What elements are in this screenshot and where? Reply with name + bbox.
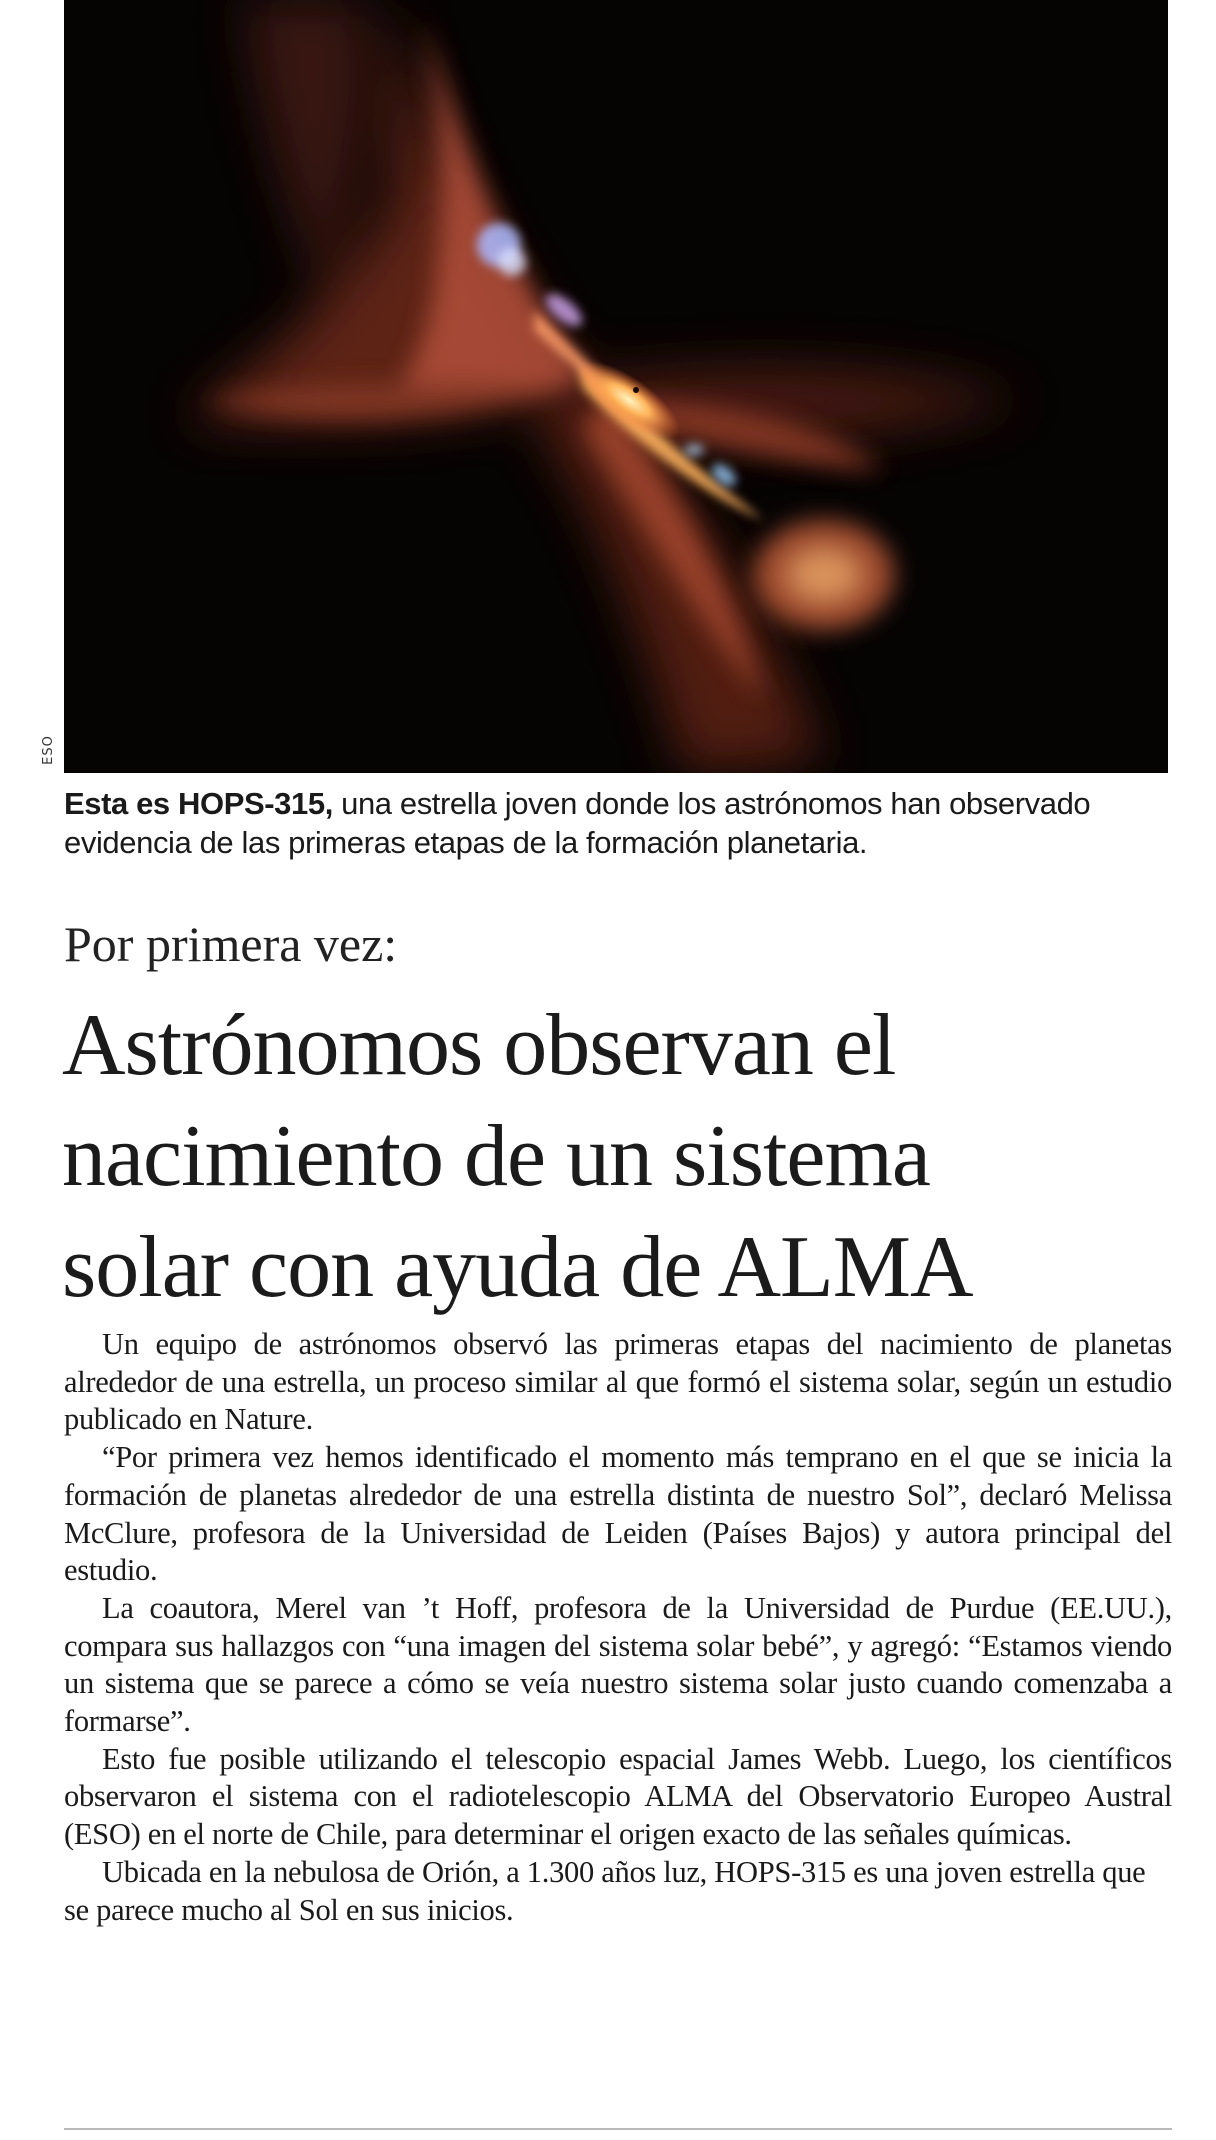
body-paragraph-4: Esto fue posible utilizando el telescopio espacial James Webb. Luego, los científicos observaron el sistema con el radiotelescopio ALMA del Observatorio Europeo Austral (ESO) en el norte de Chile, para determinar el origen exacto de las señales químicas.: [64, 1741, 1172, 1852]
nebula-photo: [64, 0, 1168, 773]
body-paragraph-3: La coautora, Merel van ’t Hoff, profesora de la Universidad de Purdue (EE.UU.), compara sus hallazgos con “una imagen del sistema solar bebé”, y agregó: “Estamos viendo un sistema que se parece a cómo se veía nuestro sistema solar justo cuando comenzaba a formarse”.: [64, 1590, 1172, 1739]
body-paragraph-5: Ubicada en la nebulosa de Orión, a 1.300 años luz, HOPS-315 es una joven estrella que se parece mucho al Sol en sus inicios.: [64, 1854, 1146, 1927]
article-headline: [62, 990, 1182, 1323]
photo-caption: [64, 784, 1172, 862]
photo-credit: ESO: [41, 735, 56, 765]
headline-line-1: Astrónomos observan el: [62, 997, 896, 1094]
bottom-divider: [64, 2128, 1172, 2130]
headline-line-3: solar con ayuda de ALMA: [62, 1219, 973, 1316]
article-kicker: Por primera vez:: [64, 916, 398, 972]
body-paragraph-1: Un equipo de astrónomos observó las primeras etapas del nacimiento de planetas alrededor de una estrella, un proceso similar al que formó el sistema solar, según un estudio publicado en Nature.: [64, 1327, 1172, 1437]
caption-lead: Esta es HOPS-315,: [64, 786, 333, 821]
hops-315-image: [64, 0, 1168, 773]
headline-line-2: nacimiento de un sistema: [62, 1108, 930, 1205]
article-body: [64, 1326, 1172, 1929]
body-paragraph-2: “Por primera vez hemos identificado el momento más temprano en el que se inicia la formación de planetas alrededor de una estrella distinta de nuestro Sol”, declaró Melissa McClure, profesora de la Universidad de Leiden (Países Bajos) y autora principal del estudio.: [64, 1440, 1172, 1588]
caption-text: una estrella joven donde los astrónomos han observado evidencia de las primeras etapas de la formación planetaria.: [64, 786, 1091, 860]
